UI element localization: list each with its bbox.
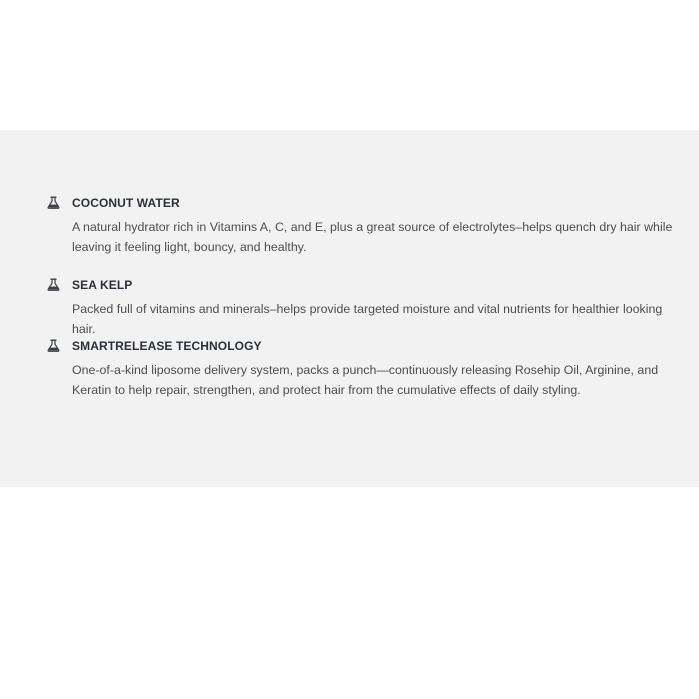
flask-icon [47,339,60,352]
ingredient-title: COCONUT WATER [72,196,180,210]
flask-icon [47,196,60,209]
ingredient-description: Packed full of vitamins and minerals–helps provide targeted moisture and vital nutrients for healthier looking hair. [72,302,663,336]
flask-icon [47,278,60,291]
ingredient-description: A natural hydrator rich in Vitamins A, C, and E, plus a great source of electrolytes–helps quench dry hair while leaving it feeling light, bouncy, and healthy. [72,220,673,254]
ingredient-title: SMARTRELEASE TECHNOLOGY [72,339,262,353]
ingredient-title: SEA KELP [72,278,133,292]
ingredient-description: One-of-a-kind liposome delivery system, packs a punch—continuously releasing Rosehip Oil, Arginine, and Keratin to help repair, strengthen, and protect hair from the cumulative effects of daily styling. [72,363,659,397]
ingredients-section [0,130,699,487]
